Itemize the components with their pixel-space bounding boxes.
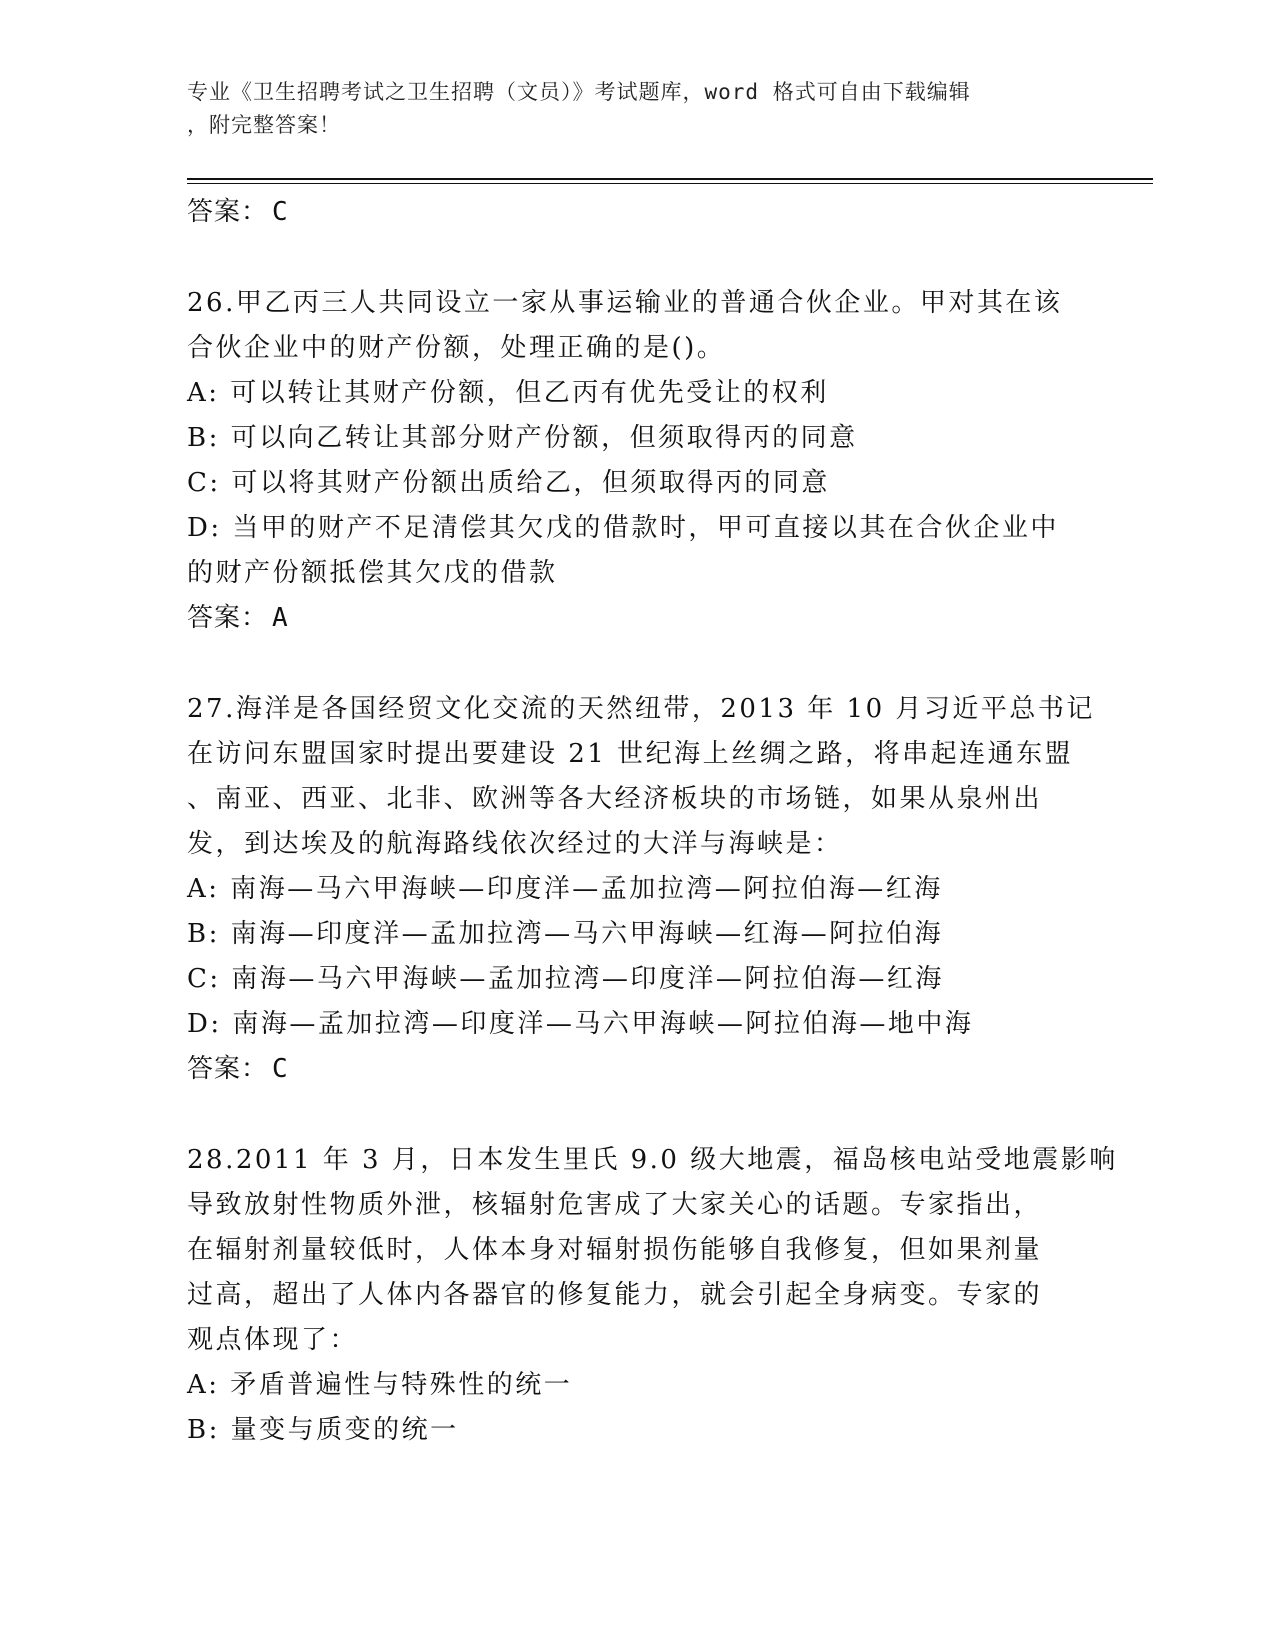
header-divider-thin [187, 183, 1153, 184]
answer-line [187, 596, 1087, 641]
question-text-line: 26.甲乙丙三人共同设立一家从事运输业的普通合伙企业。甲对其在该 [187, 288, 1063, 318]
question-text-line: 28.2011 年 3 月，日本发生里氏 9.0 级大地震，福岛核电站受地震影响 [187, 1145, 1118, 1175]
option-a: A: 南海—马六甲海峡—印度洋—孟加拉湾—阿拉伯海—红海 [187, 874, 943, 904]
question-text-line: 27.海洋是各国经贸文化交流的天然纽带，2013 年 10 月习近平总书记 [187, 694, 1095, 724]
header-line-2: ，附完整答案！ [187, 113, 341, 137]
option-b: B: 可以向乙转让其部分财产份额，但须取得丙的同意 [187, 423, 858, 453]
answer-label: 答案： [187, 1054, 269, 1084]
option-d-continued: 的财产份额抵偿其欠戊的借款 [187, 558, 558, 588]
option-a: A: 可以转让其财产份额，但乙丙有优先受让的权利 [187, 378, 829, 408]
header-line-1: 专业《卫生招聘考试之卫生招聘（文员）》考试题库，word 格式可自由下载编辑 [187, 80, 971, 104]
answer-label: 答案： [187, 603, 269, 633]
question-26 [187, 281, 1087, 641]
option-c: C: 可以将其财产份额出质给乙，但须取得丙的同意 [187, 468, 830, 498]
question-text-line: 合伙企业中的财产份额，处理正确的是()。 [187, 333, 726, 363]
option-c: C: 南海—马六甲海峡—孟加拉湾—印度洋—阿拉伯海—红海 [187, 964, 944, 994]
answer-label: 答案： [187, 197, 269, 227]
answer-value: A [272, 603, 289, 633]
header-divider-thick [187, 178, 1153, 180]
question-27 [187, 687, 1095, 1092]
option-b: B: 量变与质变的统一 [187, 1415, 459, 1445]
question-text-line: 过高，超出了人体内各器官的修复能力，就会引起全身病变。专家的 [187, 1280, 1043, 1310]
option-d: D: 当甲的财产不足清偿其欠戊的借款时，甲可直接以其在合伙企业中 [187, 513, 1059, 543]
page-header [187, 76, 1067, 142]
question-28 [187, 1138, 1118, 1453]
answer-value: C [272, 1054, 289, 1084]
option-d: D: 南海—孟加拉湾—印度洋—马六甲海峡—阿拉伯海—地中海 [187, 1009, 974, 1039]
option-b: B: 南海—印度洋—孟加拉湾—马六甲海峡—红海—阿拉伯海 [187, 919, 944, 949]
question-text-line: 在辐射剂量较低时，人体本身对辐射损伤能够自我修复，但如果剂量 [187, 1235, 1043, 1265]
answer-line [187, 190, 1087, 235]
question-text-line: 观点体现了： [187, 1325, 359, 1355]
question-text-line: 、南亚、西亚、北非、欧洲等各大经济板块的市场链，如果从泉州出 [187, 784, 1043, 814]
option-a: A: 矛盾普遍性与特殊性的统一 [187, 1370, 573, 1400]
question-text-line: 导致放射性物质外泄，核辐射危害成了大家关心的话题。专家指出， [187, 1190, 1043, 1220]
question-content [187, 190, 1118, 1453]
answer-line [187, 1047, 1087, 1092]
answer-value: C [272, 197, 289, 227]
question-text-line: 发，到达埃及的航海路线依次经过的大洋与海峡是： [187, 829, 843, 859]
question-text-line: 在访问东盟国家时提出要建设 21 世纪海上丝绸之路，将串起连通东盟 [187, 739, 1074, 769]
